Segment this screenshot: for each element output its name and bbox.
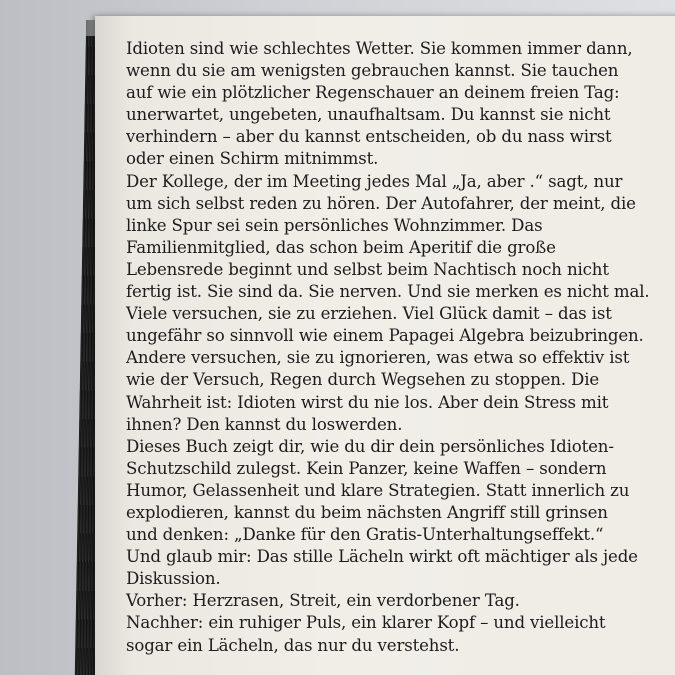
text-line: unerwartet, ungebeten, unaufhaltsam. Du kannst sie nicht [126,105,611,125]
text-line: Schutzschild zulegst. Kein Panzer, keine Waffen – sondern [126,458,607,478]
text-line: Nachher: ein ruhiger Puls, ein klarer Kopf – und vielleicht [126,613,606,633]
text-line: Viele versuchen, sie zu erziehen. Viel Glück damit – das ist [126,304,612,324]
text-line: Andere versuchen, sie zu ignorieren, was etwa so effektiv ist [126,348,630,368]
text-line: wie der Versuch, Regen durch Wegsehen zu stoppen. Die [126,370,600,390]
text-line: Vorher: Herzrasen, Streit, ein verdorbener Tag. [126,591,520,611]
text-line: Lebensrede beginnt und selbst beim Nachtisch noch nicht [126,259,609,279]
text-line: oder einen Schirm mitnimmst. [126,149,379,169]
text-line: Familienmitglied, das schon beim Aperitif die große [126,237,556,257]
text-line: linke Spur sei sein persönliches Wohnzimmer. Das [126,215,543,235]
text-line: verhindern – aber du kannst entscheiden, ob du nass wirst [126,127,612,147]
text-line: Dieses Buch zeigt dir, wie du dir dein persönliches Idioten- [126,436,614,456]
text-line: ihnen? Den kannst du loswerden. [126,414,403,434]
page-body-text [126,38,666,657]
text-line: auf wie ein plötzlicher Regenschauer an deinem freien Tag: [126,83,620,103]
text-line: explodieren, kannst du beim nächsten Angriff still grinsen [126,502,608,522]
text-line: wenn du sie am wenigsten gebrauchen kannst. Sie tauchen [126,61,619,81]
text-line: und denken: „Danke für den Gratis-Unterhaltungseffekt.“ [126,525,604,545]
text-line: Wahrheit ist: Idioten wirst du nie los. Aber dein Stress mit [126,392,609,412]
text-line: Idioten sind wie schlechtes Wetter. Sie kommen immer dann, [126,39,633,58]
text-line: fertig ist. Sie sind da. Sie nerven. Und sie merken es nicht mal. [126,282,650,302]
text-line: Der Kollege, der im Meeting jedes Mal „Ja, aber .“ sagt, nur [126,171,623,191]
text-line: Humor, Gelassenheit und klare Strategien. Statt innerlich zu [126,480,630,500]
text-line: sogar ein Lächeln, das nur du verstehst. [126,635,460,655]
text-line: um sich selbst reden zu hören. Der Autofahrer, der meint, die [126,193,636,213]
text-line: Diskussion. [126,569,221,589]
text-line: ungefähr so sinnvoll wie einem Papagei Algebra beizubringen. [126,326,644,346]
text-line: Und glaub mir: Das stille Lächeln wirkt oft mächtiger als jede [126,547,638,567]
